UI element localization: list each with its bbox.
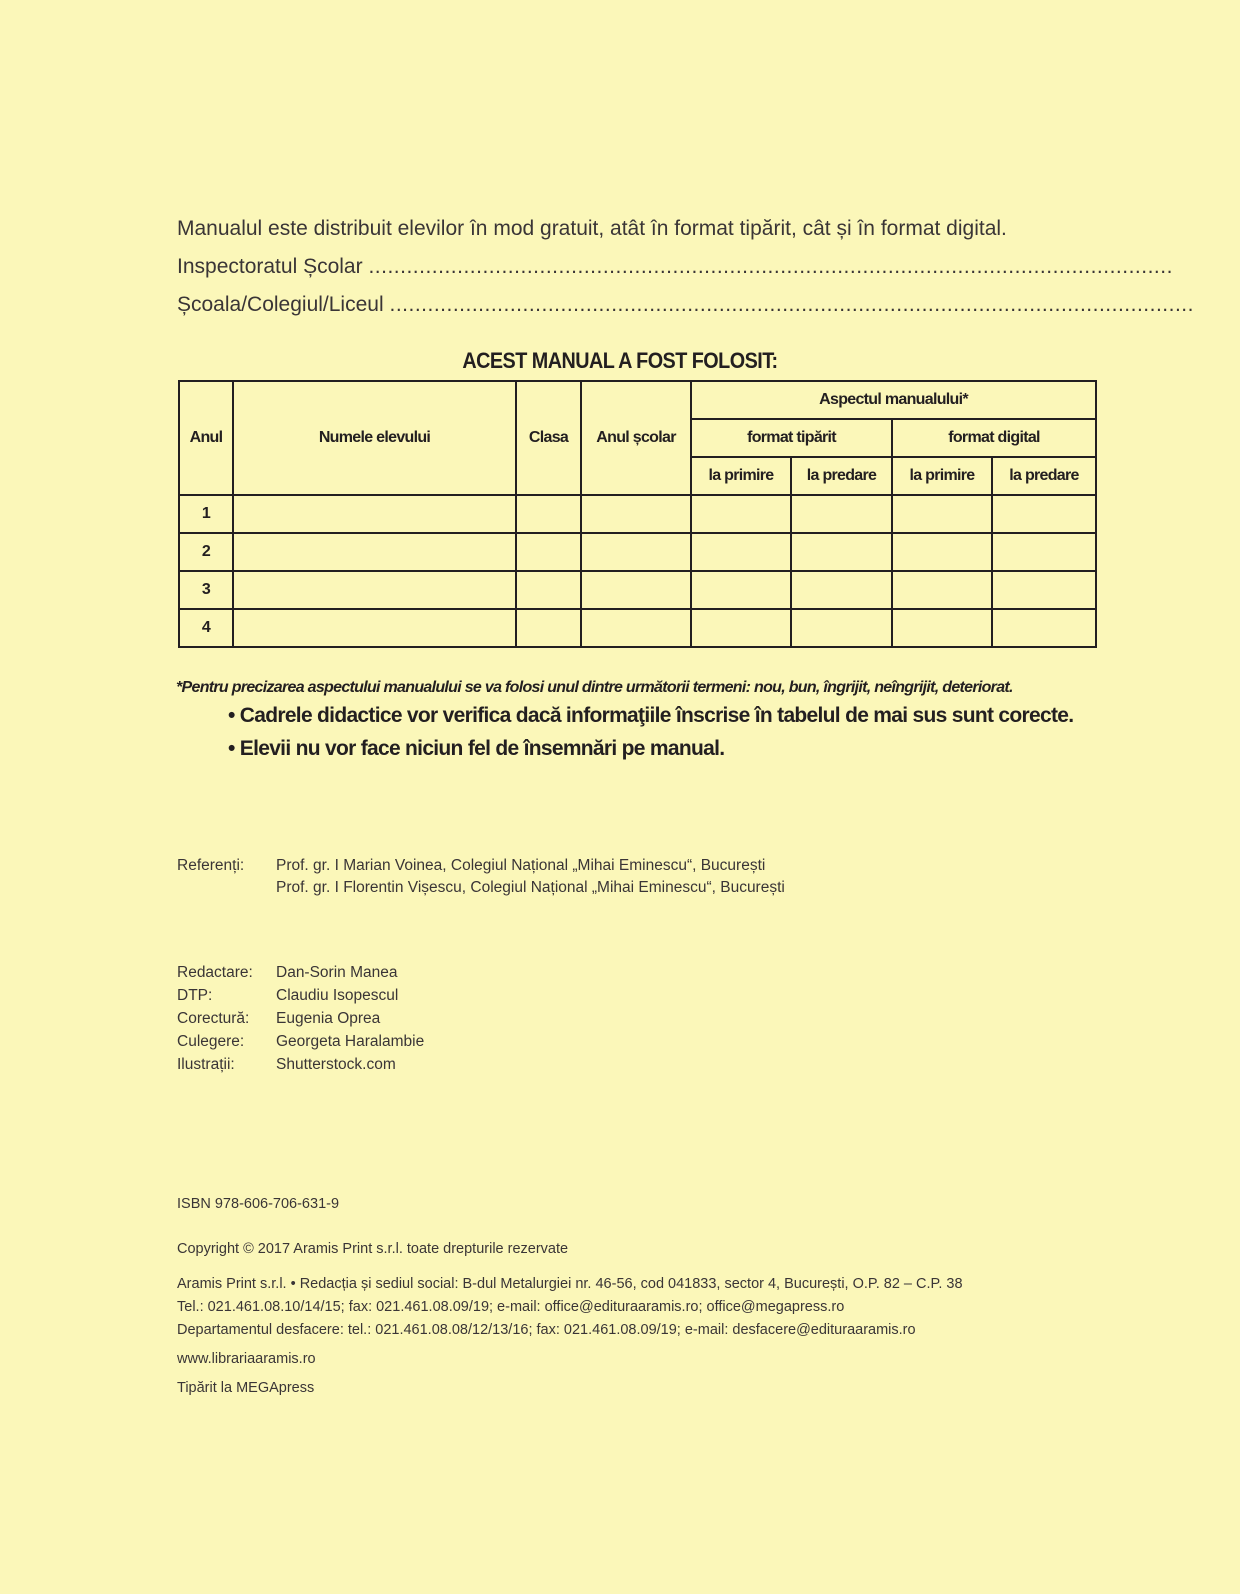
header-digital-la-predare: la predare <box>992 457 1096 495</box>
cell-digital-primire[interactable] <box>892 571 992 609</box>
header-digital-la-primire: la primire <box>892 457 992 495</box>
header-format-tiparit: format tipărit <box>691 419 892 457</box>
cell-anul-scolar[interactable] <box>581 495 691 533</box>
referent-name: Prof. gr. I Florentin Vișescu, Colegiul Național „Mihai Eminescu“, București <box>276 879 785 896</box>
cell-digital-predare[interactable] <box>992 609 1096 647</box>
cell-digital-primire[interactable] <box>892 533 992 571</box>
cell-clasa[interactable] <box>516 609 581 647</box>
cell-anul-scolar[interactable] <box>581 609 691 647</box>
header-anul-scolar: Anul școlar <box>581 381 691 495</box>
footnote-terms: nou, bun, îngrijit, neîngrijit, deteriorat <box>754 679 1010 696</box>
header-aspectul-manualului: Aspectul manualului* <box>691 381 1096 419</box>
cell-clasa[interactable] <box>516 533 581 571</box>
staff-label: Culegere: <box>177 1033 245 1050</box>
staff-label: DTP: <box>177 987 213 1004</box>
inspectorat-label: Inspectoratul Școlar <box>177 255 363 278</box>
table-row <box>179 571 1096 609</box>
staff-label: Corectură: <box>177 1010 250 1027</box>
inspectorat-fill-line: ............................................................................................................................... <box>368 255 1173 278</box>
staff-value: Claudiu Isopescul <box>276 987 399 1004</box>
cell-tiparit-predare[interactable] <box>791 571 892 609</box>
row-number: 3 <box>179 571 233 609</box>
staff-value: Eugenia Oprea <box>276 1010 381 1027</box>
sales-department: Departamentul desfacere: tel.: 021.461.08.08/12/13/16; fax: 021.461.08.09/19; e-mail: desfacere@edituraaramis.ro <box>177 1322 916 1338</box>
cell-clasa[interactable] <box>516 495 581 533</box>
publisher-contact: Tel.: 021.461.08.10/14/15; fax: 021.461.08.09/19; e-mail: office@edituraaramis.ro; office@megapress.ro <box>177 1299 845 1315</box>
copyright: Copyright © 2017 Aramis Print s.r.l. toate drepturile rezervate <box>177 1241 569 1257</box>
scoala-fill-line: ............................................................................................................................... <box>389 293 1194 316</box>
cell-digital-predare[interactable] <box>992 533 1096 571</box>
header-numele-elevului: Numele elevului <box>233 381 516 495</box>
intro-block <box>177 210 1194 324</box>
table-row <box>179 495 1096 533</box>
row-number: 1 <box>179 495 233 533</box>
referenti-label: Referenți: <box>177 857 245 874</box>
cell-tiparit-primire[interactable] <box>691 495 791 533</box>
intro-line-inspectorat <box>177 248 1194 286</box>
header-clasa: Clasa <box>516 381 581 495</box>
usage-table <box>178 380 1097 648</box>
publisher-address: Aramis Print s.r.l. • Redacția și sediul social: B-dul Metalurgiei nr. 46-56, cod 041833, sector 4, București, O.P. 82 – C.P. 38 <box>177 1276 963 1292</box>
header-anul: Anul <box>179 381 233 495</box>
cell-tiparit-predare[interactable] <box>791 495 892 533</box>
scoala-label: Școala/Colegiul/Liceul <box>177 293 384 316</box>
row-number: 2 <box>179 533 233 571</box>
cell-numele[interactable] <box>233 571 516 609</box>
row-number: 4 <box>179 609 233 647</box>
bullet-insemnari: • Elevii nu vor face niciun fel de însemnări pe manual. <box>228 737 725 760</box>
cell-numele[interactable] <box>233 495 516 533</box>
cell-numele[interactable] <box>233 609 516 647</box>
table-row <box>179 533 1096 571</box>
footnote-text: *Pentru precizarea aspectului manualului se va folosi unul dintre următorii termeni: <box>176 679 754 696</box>
staff-label: Redactare: <box>177 964 253 981</box>
cell-numele[interactable] <box>233 533 516 571</box>
aspect-footnote <box>176 679 1013 697</box>
staff-value: Georgeta Haralambie <box>276 1033 425 1050</box>
table-title: ACEST MANUAL A FOST FOLOSIT: <box>462 348 778 373</box>
cell-tiparit-primire[interactable] <box>691 609 791 647</box>
header-tiparit-la-predare: la predare <box>791 457 892 495</box>
website: www.librariaaramis.ro <box>177 1351 316 1367</box>
printer: Tipărit la MEGApress <box>177 1380 315 1396</box>
bullet-verificare: • Cadrele didactice vor verifica dacă informaţiile înscrise în tabelul de mai sus sunt corecte. <box>228 704 1074 727</box>
cell-tiparit-predare[interactable] <box>791 609 892 647</box>
referent-name: Prof. gr. I Marian Voinea, Colegiul Național „Mihai Eminescu“, București <box>276 857 766 874</box>
intro-line-scoala <box>177 286 1194 324</box>
isbn: ISBN 978-606-706-631-9 <box>177 1196 340 1212</box>
cell-tiparit-predare[interactable] <box>791 533 892 571</box>
cell-digital-predare[interactable] <box>992 571 1096 609</box>
cell-digital-primire[interactable] <box>892 495 992 533</box>
staff-label: Ilustrații: <box>177 1056 235 1073</box>
staff-value: Dan-Sorin Manea <box>276 964 398 981</box>
cell-anul-scolar[interactable] <box>581 533 691 571</box>
intro-line-distribution: Manualul este distribuit elevilor în mod gratuit, atât în format tipărit, cât și în format digital. <box>177 217 1007 240</box>
table-row <box>179 609 1096 647</box>
cell-clasa[interactable] <box>516 571 581 609</box>
cell-digital-primire[interactable] <box>892 609 992 647</box>
header-tiparit-la-primire: la primire <box>691 457 791 495</box>
cell-tiparit-primire[interactable] <box>691 533 791 571</box>
cell-digital-predare[interactable] <box>992 495 1096 533</box>
staff-value: Shutterstock.com <box>276 1056 396 1073</box>
footnote-end: . <box>1009 679 1013 696</box>
cell-tiparit-primire[interactable] <box>691 571 791 609</box>
header-format-digital: format digital <box>892 419 1096 457</box>
cell-anul-scolar[interactable] <box>581 571 691 609</box>
